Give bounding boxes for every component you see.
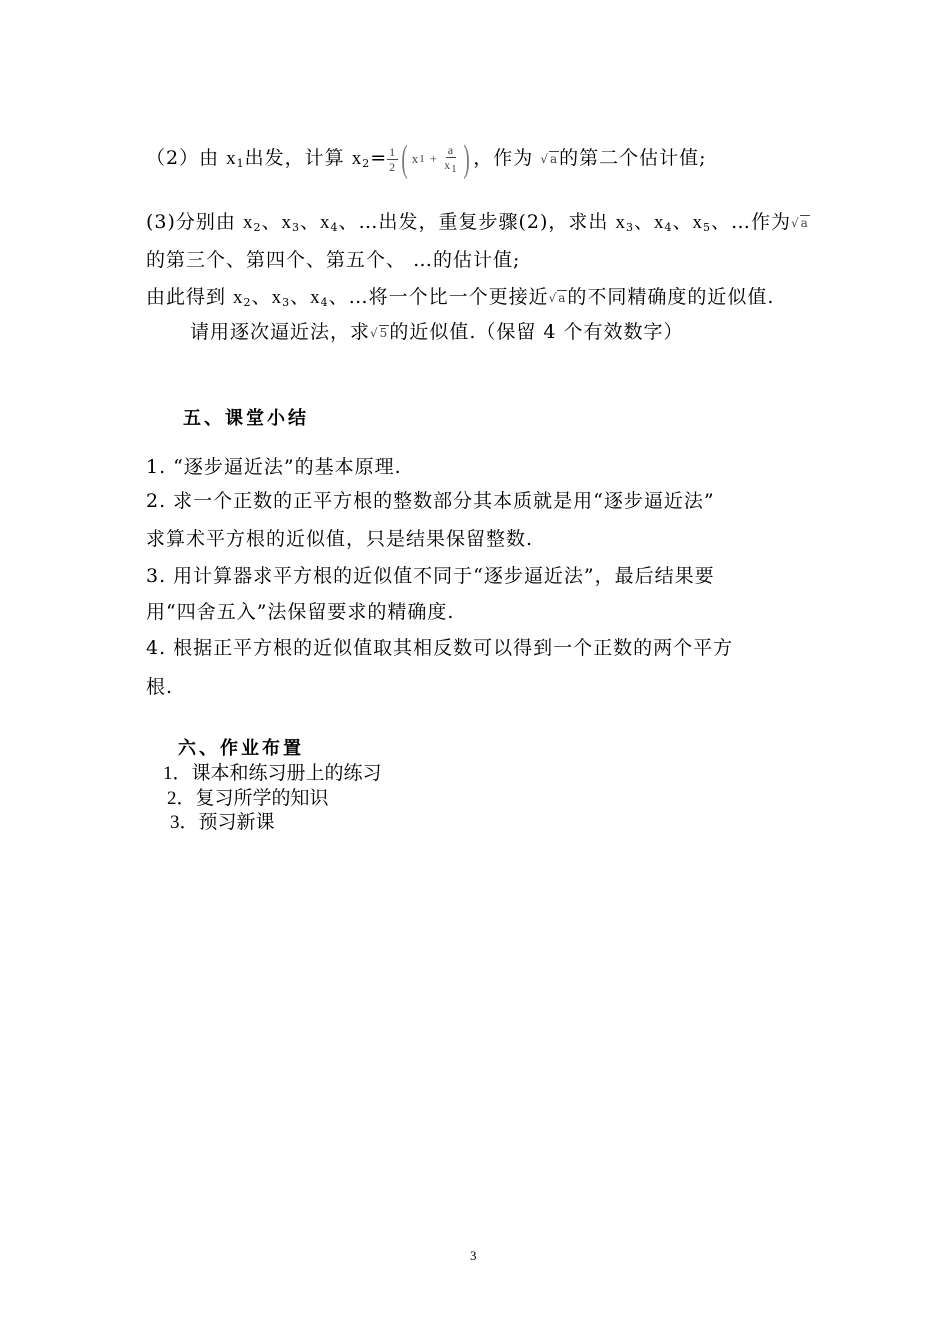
homework-item: 3．预习新课	[170, 812, 275, 833]
homework-item: 1．课本和练习册上的练习	[163, 763, 382, 784]
fraction-half: $\frac{1}{2}$	[389, 144, 397, 174]
summary-heading: 五、课堂小结	[183, 408, 309, 429]
step-3-line-3: 由此得到 $x_2$、$x_3$、$x_4$、…将一个比一个更接近√a的不同精确度的近似值.	[146, 286, 775, 309]
sqrt-a: √a	[548, 291, 567, 305]
homework-heading: 六、作业布置	[178, 738, 304, 759]
formula-x2	[387, 140, 473, 178]
step-2-line: （2）由 $x_1$出发，计算 $x_2=$ $\frac{1}{2}$ ( x 1 + $\frac{a}{x_1}$ ) ，作为 √a的第二个估计值;	[146, 138, 707, 180]
page-number: 3	[470, 1248, 477, 1263]
summary-item: 1. “逐步逼近法”的基本原理.	[146, 456, 402, 478]
step-2-prefix: （2）由	[146, 147, 227, 169]
exercise-line: 请用逐次逼近法，求√5的近似值.（保留 4 个有效数字）	[190, 319, 684, 346]
summary-item: 2. 求一个正数的正平方根的整数部分其本质就是用“逐步逼近法”	[146, 490, 715, 512]
step-3-line-2: 的第三个、第四个、第五个、 …的估计值;	[146, 249, 521, 271]
summary-item: 用“四舍五入”法保留要求的精确度.	[146, 601, 455, 623]
step-3-line-1: (3)分别由 $x_2$、$x_3$、$x_4$、…出发，重复步骤(2)，求出 $x_3$、$x_4$、$x_5$、…作为√a	[146, 211, 809, 234]
summary-item: 4. 根据正平方根的近似值取其相反数可以得到一个正数的两个平方	[146, 637, 734, 659]
sqrt-5: √5	[370, 326, 389, 340]
formula-inner: x 1 + $\frac{a}{x_1}$	[411, 142, 458, 175]
left-paren: (	[401, 138, 409, 180]
fraction-a-over-x1: $\frac{a}{x_1}$	[444, 142, 458, 175]
sqrt-a: √a	[791, 216, 809, 230]
homework-item: 2．复习所学的知识	[167, 788, 329, 809]
summary-item: 根.	[146, 676, 174, 698]
summary-item: 3. 用计算器求平方根的近似值不同于“逐步逼近法”，最后结果要	[146, 565, 715, 587]
summary-item: 求算术平方根的近似值，只是结果保留整数.	[146, 528, 534, 550]
right-paren: )	[463, 138, 470, 180]
sqrt-a: √a	[540, 152, 559, 166]
